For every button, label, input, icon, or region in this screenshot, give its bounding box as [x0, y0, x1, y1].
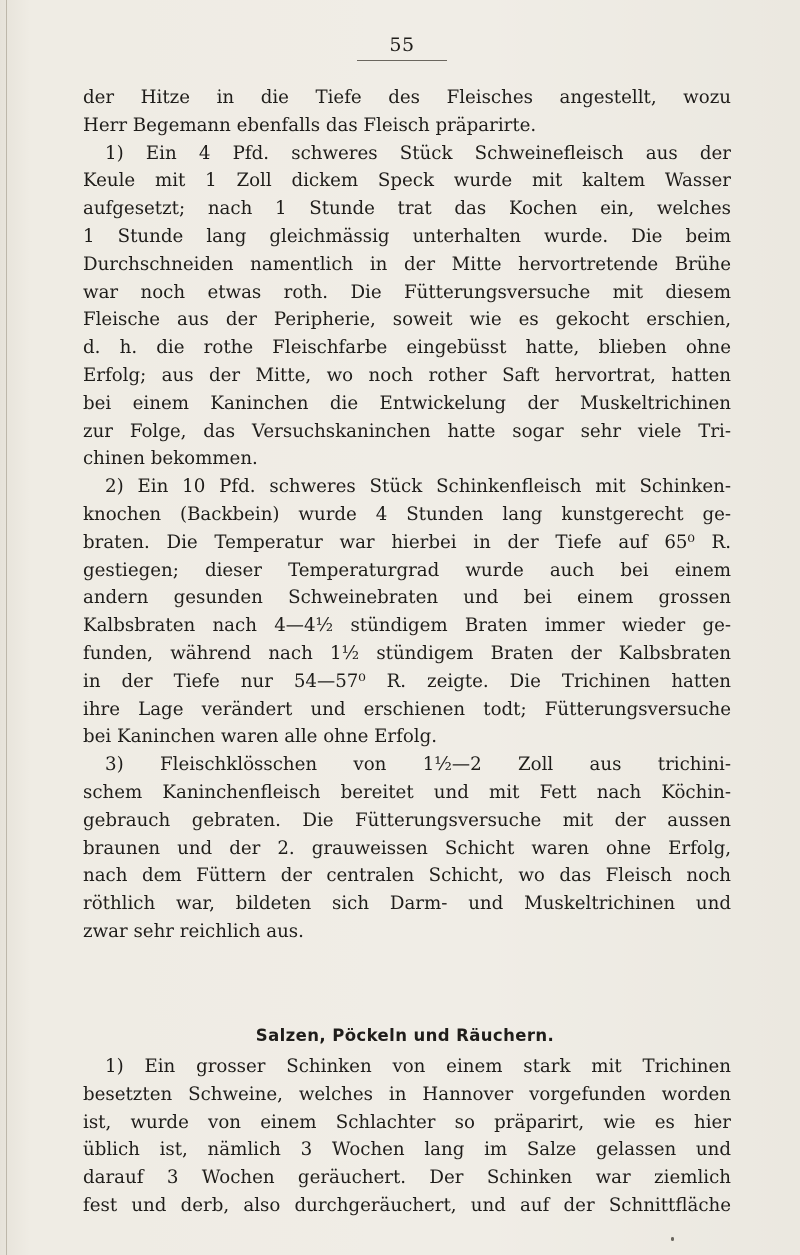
text-line: schem Kaninchenfleisch bereitet und mit Fett nach Köchin- — [83, 781, 731, 803]
text-line: andern gesunden Schweinebraten und bei einem grossen — [83, 587, 731, 609]
text-line: bei Kaninchen waren alle ohne Erfolg. — [83, 726, 438, 748]
text-line: zur Folge, das Versuchskaninchen hatte sogar sehr viele Tri- — [83, 420, 731, 442]
text-line: gestiegen; dieser Temperaturgrad wurde auch bei einem — [83, 559, 731, 581]
text-line: 3) Fleischklösschen von 1½—2 Zoll aus trichini- — [105, 754, 731, 776]
text-line: zwar sehr reichlich aus. — [83, 920, 304, 942]
text-line: Fleische aus der Peripherie, soweit wie es gekocht erschien, — [83, 309, 731, 331]
ink-speck — [671, 1237, 674, 1241]
page-number: 55 — [389, 34, 415, 56]
body-text-top — [83, 84, 731, 946]
page-edge-line — [6, 0, 7, 1255]
text-line: war noch etwas roth. Die Fütterungsversuche mit diesem — [83, 281, 731, 303]
text-line: chinen bekommen. — [83, 448, 258, 470]
text-line: Kalbsbraten nach 4—4½ stündigem Braten immer wieder ge- — [83, 615, 731, 637]
text-line: 2) Ein 10 Pfd. schweres Stück Schinkenfleisch mit Schinken- — [105, 476, 731, 498]
text-line: bei einem Kaninchen die Entwickelung der Muskeltrichinen — [83, 392, 731, 414]
section-heading: Salzen, Pöckeln und Räuchern. — [255, 1026, 555, 1045]
text-line: röthlich war, bildeten sich Darm- und Muskeltrichinen und — [83, 893, 731, 915]
text-line: fest und derb, also durchgeräuchert, und auf der Schnittfläche — [83, 1194, 731, 1216]
text-line: darauf 3 Wochen geräuchert. Der Schinken war ziemlich — [83, 1167, 731, 1189]
text-line: üblich ist, nämlich 3 Wochen lang im Salze gelassen und — [83, 1139, 731, 1161]
text-line: ist, wurde von einem Schlachter so präparirt, wie es hier — [83, 1111, 731, 1133]
text-line: 1) Ein 4 Pfd. schweres Stück Schweinefleisch aus der — [105, 142, 731, 164]
text-line: in der Tiefe nur 54—57⁰ R. zeigte. Die Trichinen hatten — [83, 670, 731, 692]
text-line: besetzten Schweine, welches in Hannover vorgefunden worden — [83, 1083, 731, 1105]
text-line: aufgesetzt; nach 1 Stunde trat das Kochen ein, welches — [83, 198, 731, 220]
text-line: 1) Ein grosser Schinken von einem stark mit Trichinen — [105, 1056, 731, 1077]
text-line: braunen und der 2. grauweissen Schicht waren ohne Erfolg, — [83, 837, 731, 859]
page-number-rule — [357, 60, 447, 61]
text-line: gebrauch gebraten. Die Fütterungsversuche mit der aussen — [83, 809, 731, 831]
text-line: ihre Lage verändert und erschienen todt; Fütterungsversuche — [83, 698, 731, 720]
text-line: Herr Begemann ebenfalls das Fleisch präparirte. — [83, 114, 537, 136]
body-text-bottom — [83, 1053, 731, 1220]
text-line: der Hitze in die Tiefe des Fleisches angestellt, wozu — [83, 87, 731, 108]
text-line: funden, während nach 1½ stündigem Braten der Kalbsbraten — [83, 642, 731, 664]
text-line: nach dem Füttern der centralen Schicht, wo das Fleisch noch — [83, 865, 731, 887]
text-line: d. h. die rothe Fleischfarbe eingebüsst hatte, blieben ohne — [83, 337, 731, 359]
text-line: Keule mit 1 Zoll dickem Speck wurde mit kaltem Wasser — [83, 170, 731, 192]
text-line: knochen (Backbein) wurde 4 Stunden lang kunstgerecht ge- — [83, 503, 731, 525]
text-line: braten. Die Temperatur war hierbei in der Tiefe auf 65⁰ R. — [83, 531, 731, 553]
text-line: Durchschneiden namentlich in der Mitte hervortretende Brühe — [83, 253, 731, 275]
text-line: Erfolg; aus der Mitte, wo noch rother Saft hervortrat, hatten — [83, 364, 731, 386]
text-line: 1 Stunde lang gleichmässig unterhalten wurde. Die beim — [83, 225, 731, 247]
